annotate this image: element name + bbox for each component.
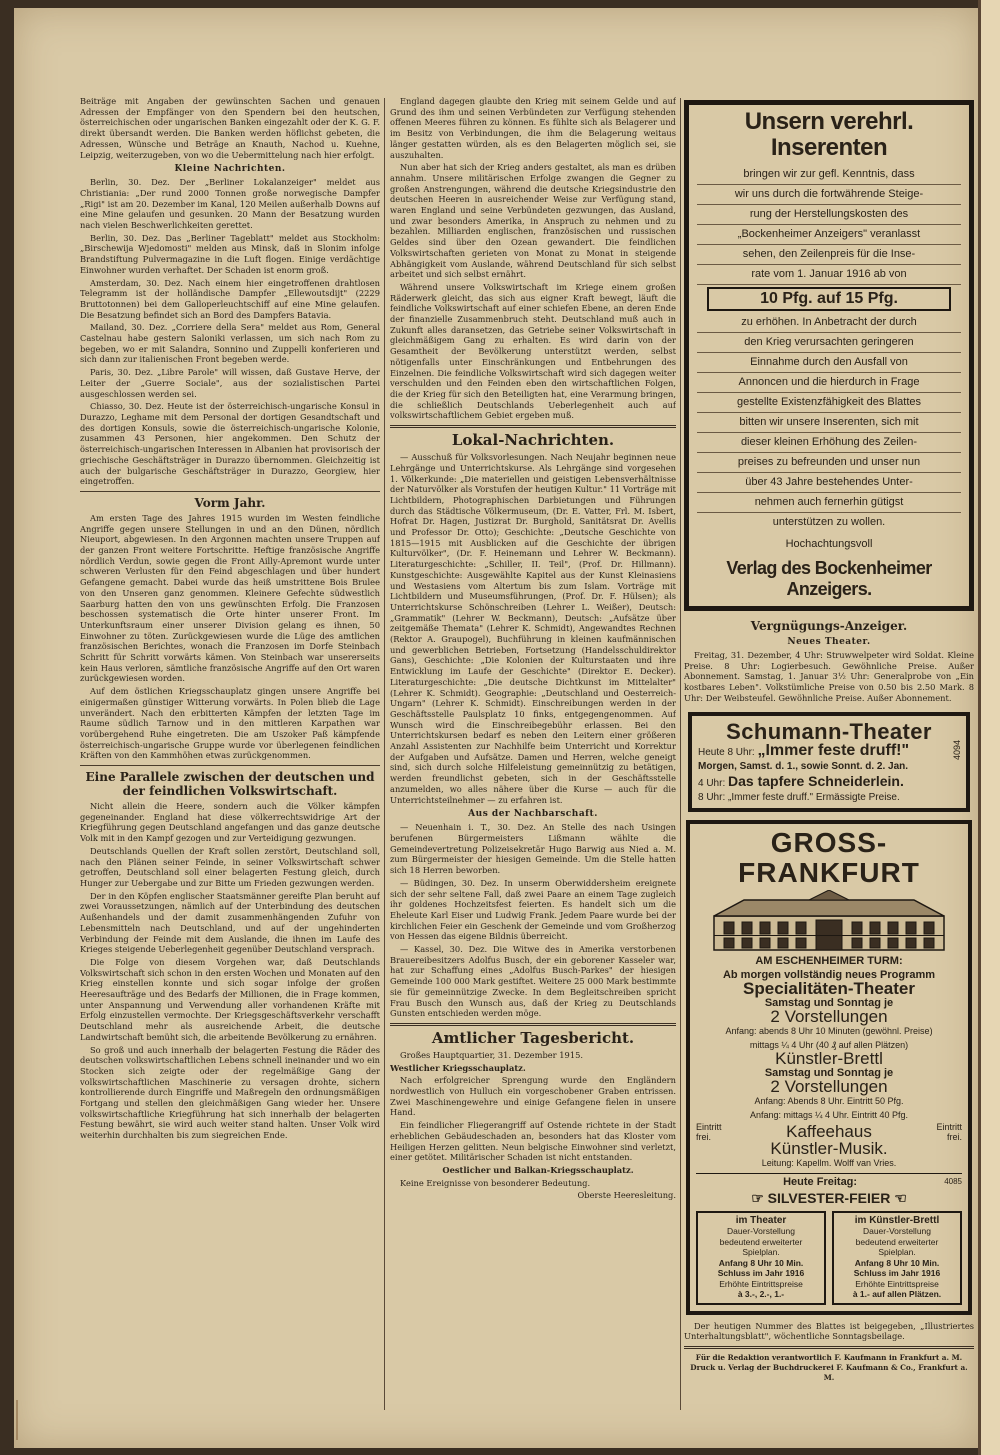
gf-shows: 2 Vorstellungen: [770, 1006, 888, 1026]
notice-line: rung der Herstellungskosten des: [697, 205, 961, 225]
box-title: im Theater: [735, 1214, 787, 1226]
report-east-heading: Oestlicher und Balkan-Kriegsschauplatz.: [442, 1164, 634, 1175]
box-title: im Künstler-Brettl: [854, 1214, 940, 1226]
section-heading-neighbors: Aus der Nachbarschaft.: [468, 809, 598, 820]
notice-line: bringen wir zur gefl. Kenntnis, dass: [697, 165, 961, 185]
column-rule: [384, 98, 385, 1410]
binding-mark: [16, 1400, 26, 1440]
schumann-show-title: „Immer feste druff!": [757, 741, 910, 759]
building-illustration: [704, 890, 954, 952]
article-paragraph: Nach erfolgreicher Sprengung wurde den Engländern nordwestlich von Hulluch ein vorgeschobener Graben entrissen. Zwei Maschinengewehre und einige Gefangene fielen in unsere Hand.: [390, 1075, 676, 1118]
article-paragraph: Am ersten Tage des Jahres 1915 wurden im Westen feindliche Angriffe gegen unsere Stellungen in und an den Dünen, nördlich Nieuport, abgewiesen. In den Argonnen machten unsere Truppen auf der ganzen Front weitere Fortschritte. Heftige französische Angriffe nördlich Verdun, sowie gegen die Front Ailly-Apremont wurde unter schweren Verlusten für den Feind abgeschlagen und über hundert Gefangene gemacht. Dabei wurde das heiß umstrittene Bois Brulee von den Unseren ganz genommen. Kleinere Gefechte südwestlich Saarburg hatten den von uns gewünschten Erfolg. Die Franzosen beschossen systematisch die Orte hinter unserer Front. Im Unterkunftsraum einer unserer Division gelang es ihnen, 50 Einwohner zu töten. Zurückgewiesen wurde die Lüge des amtlichen französischen Berichtes, wonach die Franzosen im Dorfe Steinbach Schritt für Schritt vorwärts kämen. Von Steinbach war unsererseits kein Haus verloren, sämtliche französische Angriffe auf den Ort waren zurückgewiesen worden.: [80, 512, 380, 684]
section-heading-local: Lokal-Nachrichten.: [451, 431, 615, 450]
section-heading-news: Kleine Nachrichten.: [174, 164, 286, 175]
gf-music: Künstler-Musik.: [770, 1138, 888, 1158]
section-heading-entertainment: Vergnügungs-Anzeiger.: [750, 619, 908, 633]
gf-days: Samstag und Sonntag je: [764, 996, 894, 1009]
gf-venue: Künstler-Brettl: [775, 1048, 883, 1068]
box-line: Schluss im Jahr 1916: [853, 1268, 941, 1279]
box-line: Schluss im Jahr 1916: [717, 1268, 805, 1279]
report-west-heading: Westlicher Kriegsschauplatz.: [390, 1062, 526, 1073]
article-paragraph: So groß und auch innerhalb der belagerten Festung die Räder des deutschen volkswirtschaftlichen Lebens schnell ineinander und wo ein Stocken sich zeigte oder der regelmäßige Gang der volkswirtschaftlichen Maschinerie zu versagen drohte, sichern kontrollierende durch Eingriffe und Maßregeln den ordnungsmäßigen Fortgang und stellen den gleichmäßigen Gang wieder her. Unsere volkswirtschaftliche Kriegführung hat sich innerhalb der belagerten Festung bewährt, sie wird auch weiter stand halten. Unser Volk wird weiterhin durchhalten bis zum siegreichen Ende.: [80, 1044, 380, 1141]
gf-venue: Specialitäten-Theater: [743, 978, 915, 998]
supplement-note: Der heutigen Nummer des Blattes ist beigegeben, „Illustriertes Unterhaltungsblatt", wöchentliche Sonntagsbeilage.: [684, 1320, 974, 1342]
pointing-hand-icon: ☜: [894, 1189, 907, 1206]
column-2: [390, 96, 676, 1416]
gross-frankfurt-ad: [686, 820, 972, 1315]
gf-times: Anfang: Abends 8 Uhr. Eintritt 50 Pfg.: [754, 1095, 904, 1106]
newspaper-page: [14, 8, 980, 1448]
theater-listing: Freitag, 31. Dezember, 4 Uhr: Struwwelpeter wird Soldat. Kleine Preise. 8 Uhr: Logierbesuch. Gewöhnliche Preise. Außer Abonnement. Samstag, 1. Januar 3½ Uhr: Generalprobe von „Ein kostbares Leben". Volkstümliche Preise von 0.50 bis 2.50 Mark. 8 Uhr: Der Weibsteufel. Gewöhnliche Preise. Außer Abonnement.: [684, 650, 974, 703]
box-line: Erhöhte Eintrittspreise: [855, 1278, 939, 1289]
schumann-evening: 8 Uhr: „Immer feste druff." Ermässigte Preise.: [698, 791, 900, 803]
gf-entry: Eintritt frei.: [696, 1121, 722, 1142]
schumann-row: [698, 741, 960, 760]
gf-times: Anfang: abends 8 Uhr 10 Minuten (gewöhnl. Preise): [725, 1025, 933, 1036]
adjacent-page-edge: [978, 0, 1000, 1455]
gf-times: Anfang: mittags ¼ 4 Uhr. Eintritt 40 Pfg.: [749, 1109, 909, 1120]
news-item: Berlin, 30. Dez. Der „Berliner Lokalanzeiger" meldet aus Christiania: „Der rund 2000 Tonnen große norwegische Dampfer „Rigi" ist am 20. Dezember im Kanal, 120 Meilen außerhalb Downs auf eine Mine gelaufen und gesunken. 20 Mann der Besatzung wurden nach vielen Beschwerlichkeiten gerettet.: [80, 177, 380, 231]
gf-box-brettl: [832, 1211, 962, 1305]
column-3: [684, 96, 974, 1416]
notice-line: sehen, den Zeilenpreis für die Inse-: [697, 245, 961, 265]
gf-programme: Ab morgen vollständig neues Programm: [722, 968, 936, 981]
column-1: [80, 96, 380, 1416]
gf-cafe: Kaffeehaus: [786, 1121, 872, 1141]
notice-line: wir uns durch die fortwährende Steige-: [697, 185, 961, 205]
box-line: bedeutend erweiterter: [719, 1236, 803, 1247]
box-line: Dauer-Vorstellung: [862, 1226, 932, 1237]
article-paragraph: Keine Ereignisse von besonderer Bedeutung.: [400, 1177, 591, 1188]
box-line: Erhöhte Eintrittspreise: [719, 1278, 803, 1289]
notice-line: den Krieg verursachten geringeren: [697, 333, 961, 353]
schumann-dates: Morgen, Samst. d. 1., sowie Sonnt. d. 2. Jan.: [698, 760, 909, 772]
schumann-show-title: Das tapfere Schneiderlein.: [728, 772, 904, 789]
divider: [80, 491, 380, 492]
notice-price: 10 Pfg. auf 15 Pfg.: [707, 287, 951, 311]
ad-number: 4085: [944, 1177, 962, 1187]
notice-greeting: Hochachtungsvoll: [785, 538, 873, 550]
gf-shows: 2 Vorstellungen: [770, 1076, 888, 1096]
schumann-theater-ad: [688, 712, 970, 812]
notice-signature: Verlag des Bockenheimer Anzeigers.: [726, 558, 932, 599]
gf-location: AM ESCHENHEIMER TURM:: [755, 954, 903, 967]
notice-line: Einnahme durch den Ausfall von: [697, 353, 961, 373]
news-item: Paris, 30. Dez. „Libre Parole" will wissen, daß Gustave Herve, der Leiter der „Guerre Sociale", aus der sozialistischen Partei ausgeschlossen werden sei.: [80, 367, 380, 399]
article-paragraph: Ein feindlicher Fliegerangriff auf Ostende richtete in der Stadt erheblichen Gebäudeschaden an, besonders hat das Kloster vom Heiligen Herzen gelitten. Neun belgische Einwohner sind verletzt, einer getötet. Militärischer Schaden ist nicht entstanden.: [390, 1120, 676, 1163]
notice-line: nehmen auch fernerhin gütigst: [697, 493, 961, 513]
article-paragraph: Beiträge mit Angaben der gewünschten Sachen und genauen Adressen der Empfänger von den Spendern bei den heutschen, österreichischen oder ungarischen Banken eingezahlt oder der K. G. F. direkt übersandt werden. Die Banken werden höflichst gebeten, die Adressen, Wünsche und Beträge an Knauth, Nachod u. Kuehne, Leipzig, weiterzugeben, von wo die Uebermittelung nach hier erfolgt.: [80, 96, 380, 160]
notice-line: gestellte Existenzfähigkeit des Blattes: [697, 393, 961, 413]
box-line: bedeutend erweiterter: [855, 1236, 939, 1247]
gf-times: mittags ¼ 4 Uhr (40 ₰ auf allen Plätzen): [749, 1039, 909, 1050]
gf-days: Samstag und Sonntag je: [764, 1066, 894, 1079]
article-paragraph: Nicht allein die Heere, sondern auch die Völker kämpfen gegeneinander. England hat diese völkerrechtswidrige Art der Kriegführung gegen Deutschland angefangen und das ganze deutsche Volk mit in den Kampf gezogen und zur Verteidigung gezwungen.: [80, 801, 380, 844]
theater-heading: Neues Theater.: [787, 637, 871, 647]
news-item: Amsterdam, 30. Dez. Nach einem hier eingetroffenen drahtlosen Telegramm ist der holländische Dampfer „Ellewoutsdijt" (2229 Bruttotonnen) bei dem Galloperleuchtschiff auf eine Mine gelaufen. Die Besatzung befindet sich an Bord des Dampfers Batavia.: [80, 277, 380, 320]
news-item: — Büdingen, 30. Dez. In unserm Oberwiddersheim ereignete sich der sehr seltene Fall, daß zwei Paare an einem Tage zugleich ihr goldenes Hochzeitsfest feierten. Es handelt sich um die Eheleute Karl Eiser und Ludwig Frank. Jedem Paare wurde bei der kirchlichen Feier ein Geschenk der Gemeinde und vom Großherzog von Hessen das eigene Bildnis überreicht.: [390, 877, 676, 942]
article-paragraph: Während unsere Volkswirtschaft im Kriege einem großen Räderwerk gleicht, das sich aus eigner Kraft bewegt, läuft die feindliche Volkswirtschaft auf einer schiefen Ebene, an deren Ende der finanzielle Zusammenbruch steht. Deutschland muß auch in Zukunft alles daransetzen, das Getriebe seiner Volkswirtschaft in gleichmäßigem Gang zu erhalten. Es wird darin von der Gesamtheit der Bevölkerung unterstützt werden, selbst nötigenfalls unter Einschränkungen und Entbehrungen des Einzelnen. Die feindliche Volkswirtschaft wird sich dagegen weiter verschulden und den Feinden eben den wirtschaftlichen Folgen, die der Krieg für sich den Beteiligten hat, eine Verarmung bringen, die schließlich Deutschlands Ueberlegenheit auch auf volkswirtschaftlichem Gebiet ergeben muß.: [390, 281, 676, 421]
gf-silvester-boxes: [696, 1211, 962, 1305]
article-paragraph: Der in den Köpfen englischer Staatsmänner gereifte Plan beruht auf zwei Voraussetzungen, nämlich auf der Unterbindung des deutschen Außenhandels und der damit zusammenhängenden Zufuhr von Lebensmitteln nach Deutschland, und auf der ungehinderten Verbindung der Feinde mit dem Auslande, die ihnen im Laufe des Krieges steigende Ueberlegenheit gegenüber Deutschland versprach.: [80, 890, 380, 955]
notice-title: Unsern verehrl. Inserenten: [744, 108, 914, 161]
gf-today: Heute Freitag:: [783, 1175, 858, 1188]
gf-today-row: [696, 1173, 962, 1188]
gf-box-theater: [696, 1211, 826, 1305]
notice-line: zu erhöhen. In Anbetracht der durch: [697, 313, 961, 333]
gf-silvester: [696, 1190, 962, 1207]
article-paragraph: Deutschlands Quellen der Kraft sollen zerstört, Deutschland soll, nach den Plänen seiner Feinde, in seiner Volkswirtschaft schwer getroffen, Deutschland soll einer belagerten Festung gleich, durch Hunger zur Uebergabe und zur Bitte um Frieden gezwungen werden.: [80, 845, 380, 888]
schumann-today: Heute: [698, 746, 725, 758]
gf-leader: Leitung: Kapellm. Wolff van Vries.: [761, 1157, 897, 1168]
notice-line: Annoncen und die hierdurch in Frage: [697, 373, 961, 393]
publisher-notice-box: [684, 100, 974, 611]
article-paragraph: Auf dem östlichen Kriegsschauplatz gingen unsere Angriffe bei einigermaßen günstiger Witterung vorwärts. In Polen blieb die Lage unverändert. Nach den erbitterten Kämpfen der letzten Tage im Raume südlich Tarnow und in den mittleren Karpathen war vorübergehend Ruhe eingetreten. Die am Uszoker Paß kämpfende österreichisch-ungarische Gruppe wurde vor überlegenen feindlichen Kräften von den Kammhöhen etwas zurückgenommen.: [80, 686, 380, 761]
notice-line: preises zu befreunden und unser nun: [697, 453, 961, 473]
column-rule: [680, 98, 681, 1410]
news-item: — Neuenhain i. T., 30. Dez. An Stelle des nach Usingen berufenen Bürgermeisters Lißmann wählte die Gemeindevertretung Polizeisekretär Hugo Barwig aus Nied a. M. zum Bürgermeister der hiesigen Gemeinde. Um die Stelle hatten sich 18 Herren beworben.: [390, 822, 676, 876]
box-line: à 3.-, 2.-, 1.-: [737, 1289, 785, 1300]
section-heading-report: Amtlicher Tagesbericht.: [431, 1028, 635, 1047]
schumann-row: [698, 774, 960, 791]
schumann-time: 8 Uhr:: [727, 746, 755, 758]
report-dateline: Großes Hauptquartier, 31. Dezember 1915.: [400, 1049, 584, 1060]
pointing-hand-icon: ☞: [751, 1189, 764, 1206]
schumann-title: Schumann-Theater: [726, 718, 932, 744]
article-paragraph: England dagegen glaubte den Krieg mit seinem Gelde und auf Grund des ihm und seinen Verbündeten zur Verfügung stehenden offenen Meeres führen zu können. Es fühlte sich als Belagerer und im Besitz von Verbindungen, die ihm die Belagerung weitaus länger gestatten würden, als es den Belagerten möglich sei, sie auszuhalten.: [390, 96, 676, 160]
ad-number: 4094: [952, 739, 962, 760]
report-signature: Oberste Heeresleitung.: [577, 1190, 676, 1201]
box-line: Spielplan.: [878, 1247, 916, 1258]
divider: [390, 425, 676, 428]
box-line: Anfang 8 Uhr 10 Min.: [718, 1257, 804, 1268]
section-heading-year: Vorm Jahr.: [194, 495, 266, 510]
notice-line: unterstützen zu wollen.: [772, 516, 886, 528]
box-line: Anfang 8 Uhr 10 Min.: [854, 1257, 940, 1268]
box-line: Dauer-Vorstellung: [726, 1226, 796, 1237]
box-line: Spielplan.: [742, 1247, 780, 1258]
divider: [80, 765, 380, 766]
news-item: Chiasso, 30. Dez. Heute ist der österreichisch-ungarische Konsul in Durazzo, Leghame mit dem Personal der dortigen Gesandtschaft und des dortigen Konsuls, sowie die österreichisch-ungarische Kolonie, zusammen 43 Personen, hier angekommen. Den Schutz der österreichisch-ungarischen Interessen in Albanien hat provisorisch der griechische Geschäftsträger in Durazzo übernommen. Gleichzeitig ist auch der bulgarische Geschäftsträger in Durazzo, Georgiew, hier eingetroffen.: [80, 401, 380, 487]
section-heading-parallel: Eine Parallele zwischen der deutschen und der feindlichen Volkswirtschaft.: [85, 770, 375, 799]
article-paragraph: Die Folge von diesem Vorgehen war, daß Deutschlands Volkswirtschaft sich schon in den ersten Wochen und Monaten auf den Krieg einstellen konnte und sich sogar infolge der großen Heeresaufträge und des Bedarfs der Millionen, die in Frage kommen, unter Anspannung und Verwendung aller vorhandenen Kräfte mit Erfolg einzustellen vermochte. Der Kriegsgeschäftsverkehr verschafft Deutschland mehr als ausreichende Arbeit, die deutsche Landwirtschaft bemüht sich, die arbeitende Bevölkerung zu ernähren.: [80, 956, 380, 1042]
imprint: Für die Redaktion verantwortlich F. Kaufmann in Frankfurt a. M. Druck u. Verlag der Buchdruckerei F. Kaufmann & Co., Frankfurt a. M.: [690, 1352, 968, 1382]
divider: [684, 1346, 974, 1349]
gf-entry: Eintritt frei.: [936, 1121, 962, 1142]
article-paragraph: Nun aber hat sich der Krieg anders gestaltet, als man es drüben annahm. Unsere militärischen Erfolge zwangen die Gegner zu großen Anstrengungen, während die deutsche Kriegsindustrie den deutschen Heeren in ausreichender Weise zur Verfügung stand, waren England und seine Verbündeten gezwungen, das Ausland, und zwar besonders Amerika, in Anspruch zu nehmen und zu bezahlen. Milliarden englischen, französischen und russischen Geldes sind über den Ozean gewandert. Die feindlichen Volkswirtschaften gerieten von Monat zu Monat in steigende Abhängigkeit vom Auslande, während Deutschland für sich selbst arbeitet und sich selbst ernährt.: [390, 162, 676, 280]
notice-line: dieser kleinen Erhöhung des Zeilen-: [697, 433, 961, 453]
divider: [390, 1023, 676, 1026]
article-paragraph: — Ausschuß für Volksvorlesungen. Nach Neujahr beginnen neue Lehrgänge und Unterrichtskurse. Als Lehrgänge sind vorgesehen 1. Völkerkunde: „Die materiellen und geistigen Lebensverhältnisse der Naturvölker als Vorstufen der heutigen Kultur." 11 Vorträge mit Lichtbildern, Photographischen Darbietungen und Führungen durch das Städtische Völkermuseum, (Dr. E. Vatter, Frl. M. Isbert, Hofrat Dr. Hagen, Justizrat Dr. Burghold, Sanitätsrat Dr. Avellis und Professor Dr. Otto); Geschichte: „Deutsche Geschichte von 1815—1915 mit Ausblicken auf die Geschichte der übrigen Kulturvölker", (Dr. F. Heinemann und Lehrer W. Beckmann). Literaturgeschichte: „Schiller, II. Teil", (Prof. Dr. Hillmann). Kunstgeschichte: Ausgewählte Kapitel aus der Kunst Kleinasiens und Westasiens vom Altertum bis zum Islam. Vorträge mit Lichtbildern und Museumsführungen, (Prof. Dr. F. Hülsen); als Unterrichtskurse Schönschreiben (Lehrer L. Weißer), Deutsch: „Grammatik" (Lehrer W. Beckmann), Deutsch: „Aufsätze über zeitgemäße Themata" (Lehrer K. Schmidt), Angewandtes Rechnen (Rektor A. Graupogel), Buchführung in kleinen kaufmännischen und gewerblichen Betrieben, Fortsetzung (Handelsschuldirektor Gans), Geschichte: „Die Kolonien der Kulturstaaten und ihre Entwicklung im Laufe der Geschichte" (Direktor E. Decker). Literaturgeschichte: „Die deutsche Dichtkunst im Mittelalter" (Lehrer K. Schmidt). Geographie: „Deutschland und Oesterreich-Ungarn" (Lehrer K. Schmidt). Einschreibungen werden in der Geschäftsstelle Paulsplatz 10 finks, entgegengenommen. Auf Wunsch wird die Einschreibegebühr erlassen. Bei den Unterrichtskursen bedarf es neben den Leitern einer größeren Anzahl Assistenten zur Nachhilfe beim Unterricht und Korrektur der Aufgaben und Aufsätze. Damen und Herren, welche geneigt sind, sich durch solche Hilfeleistung gemeinnützig zu betätigen, werden freundlichst gebeten, sich in der Geschäftsstelle anzumelden, wo alles nähere über die Kurse — auch für die Unterrichtsteilnehmer — zu erfahren ist.: [390, 452, 676, 805]
gf-title: GROSS-FRANKFURT: [738, 826, 920, 888]
news-item: — Kassel, 30. Dez. Die Witwe des in Amerika verstorbenen Brauereibesitzers Adolfus Busch, der ein geborener Kasseler war, hat zur Schaffung eines „Adolfus Busch-Parkes" der hiesigen Gemeinde 100 000 Mark gestiftet. Weitere 25 000 Mark bestimmte sie für gemeinnützige Zwecke. In dem Begleitschreiben spricht Frau Busch den Wunsch aus, daß der Krieg zu Deutschlands Gunsten entschieden werden möge.: [390, 944, 676, 1019]
notice-line: „Bockenheimer Anzeigers" veranlasst: [697, 225, 961, 245]
notice-line: bitten wir unsere Inserenten, sich mit: [697, 413, 961, 433]
notice-line: rate vom 1. Januar 1916 ab von: [697, 265, 961, 285]
box-line: à 1.- auf allen Plätzen.: [852, 1289, 942, 1300]
gf-silvester-label: SILVESTER-FEIER: [767, 1189, 891, 1206]
notice-line: über 43 Jahre bestehendes Unter-: [697, 473, 961, 493]
schumann-time: 4 Uhr:: [698, 777, 726, 789]
news-item: Mailand, 30. Dez. „Corriere della Sera" meldet aus Rom, General Castelnau habe gestern Saloniki verlassen, um sich nach Rom zu begeben, wo er mit Salandra, Sonnino und Zuppelli konferieren und sich dann zur italienischen Front begeben werde.: [80, 322, 380, 365]
news-item: Berlin, 30. Dez. Das „Berliner Tageblatt" meldet aus Stockholm: „Birschewija Wjedomosti" melden aus Minsk, daß in Slonim infolge Brandstiftung Pulvermagazine in die Luft flogen. Einige verdächtige Einwohner wurden verhaftet. Der Schaden ist enorm groß.: [80, 232, 380, 275]
